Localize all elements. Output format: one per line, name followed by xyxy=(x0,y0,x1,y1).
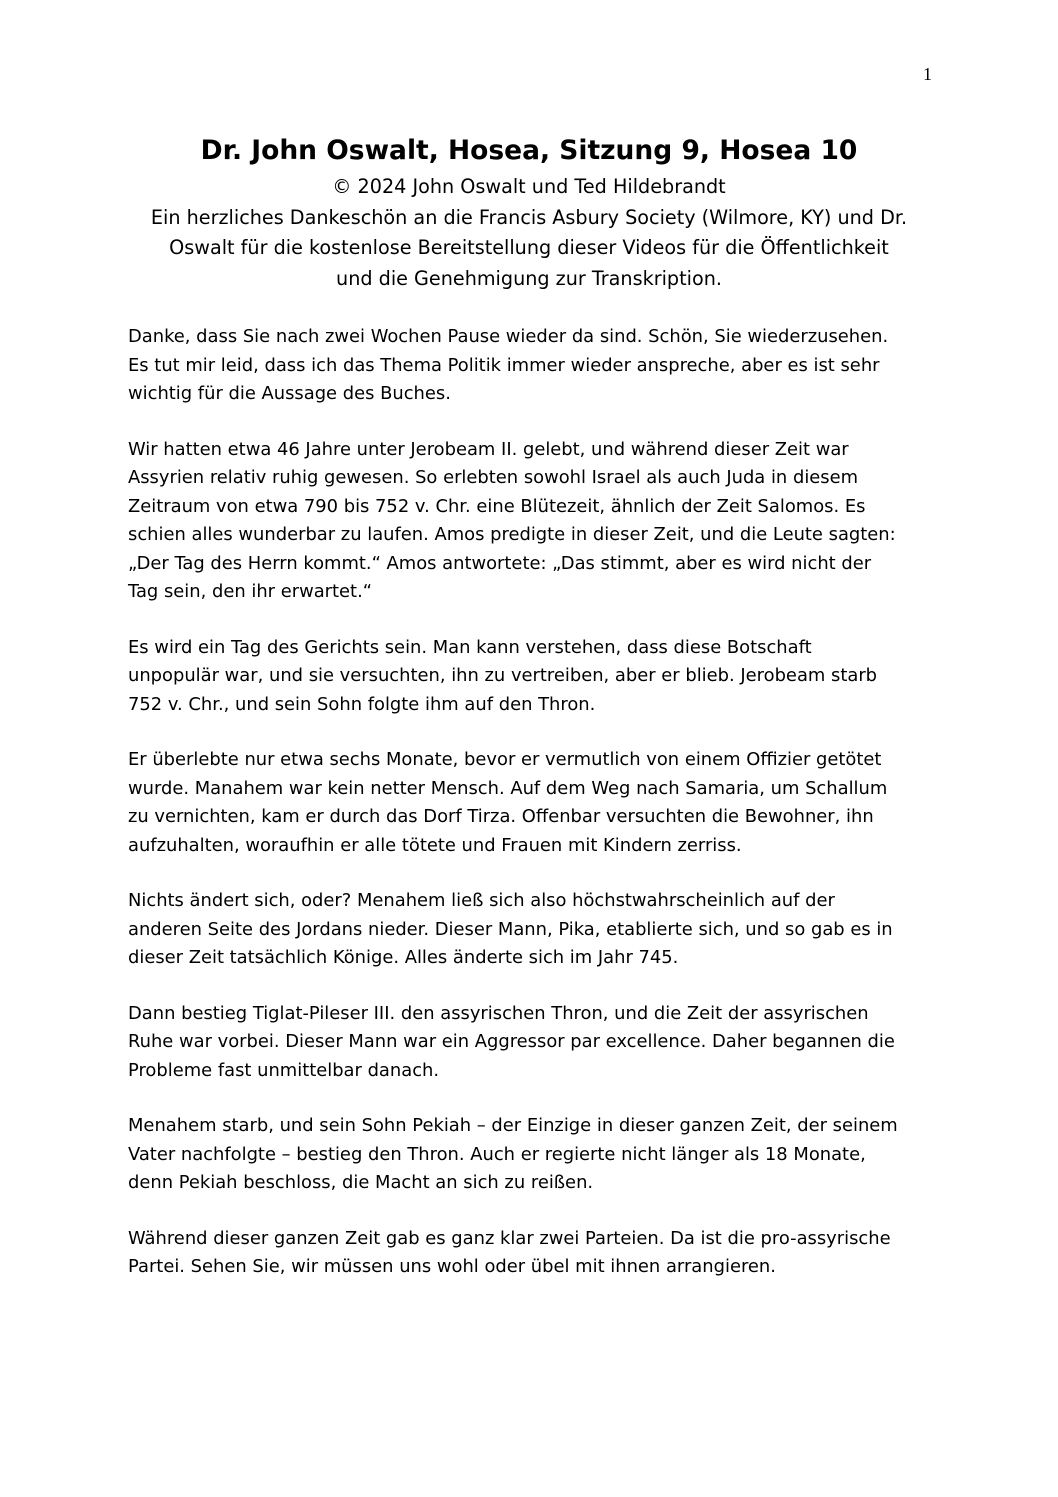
paragraph xyxy=(128,634,938,720)
paragraph xyxy=(128,1000,938,1086)
paragraph xyxy=(128,887,938,973)
text-line: Dann bestieg Tiglat-Pileser III. den assyrischen Thron, und die Zeit der assyrischen xyxy=(128,1002,869,1024)
paragraph xyxy=(128,1225,938,1282)
text-line: Ruhe war vorbei. Dieser Mann war ein Aggressor par excellence. Daher begannen die xyxy=(128,1031,895,1052)
text-line: wichtig für die Aussage des Buches. xyxy=(128,383,451,404)
text-line: aufzuhalten, woraufhin er alle tötete und Frauen mit Kindern zerriss. xyxy=(128,834,742,856)
text-line: Er überlebte nur etwa sechs Monate, bevor er vermutlich von einem Offizier getötet xyxy=(128,749,882,770)
text-line: anderen Seite des Jordans nieder. Dieser Mann, Pika, etablierte sich, und so gab es in xyxy=(128,918,893,940)
paragraph xyxy=(128,323,938,409)
text-line: Danke, dass Sie nach zwei Wochen Pause wieder da sind. Schön, Sie wiederzusehen. xyxy=(128,326,889,347)
text-line: Menahem starb, und sein Sohn Pekiah – der Einzige in dieser ganzen Zeit, der seinem xyxy=(128,1115,898,1136)
text-line: Probleme fast unmittelbar danach. xyxy=(128,1059,440,1081)
thanks-line: Oswalt für die kostenlose Bereitstellung dieser Videos für die Öffentlichkeit xyxy=(169,236,889,259)
text-line: Assyrien relativ ruhig gewesen. So erlebten sowohl Israel als auch Juda in diesem xyxy=(128,467,859,488)
document-title: Dr. John Oswalt, Hosea, Sitzung 9, Hosea 10 xyxy=(200,135,858,166)
text-line: Nichts ändert sich, oder? Menahem ließ sich also höchstwahrscheinlich auf der xyxy=(128,890,835,911)
text-line: wurde. Manahem war kein netter Mensch. Auf dem Weg nach Samaria, um Schallum xyxy=(128,777,888,799)
text-line: 752 v. Chr., und sein Sohn folgte ihm auf den Thron. xyxy=(128,693,596,715)
transcript-body xyxy=(128,323,938,1309)
thanks-line: Ein herzliches Dankeschön an die Francis Asbury Society (Wilmore, KY) und Dr. xyxy=(150,205,908,229)
text-line: Zeitraum von etwa 790 bis 752 v. Chr. eine Blütezeit, ähnlich der Zeit Salomos. Es xyxy=(128,495,866,517)
text-line: „Der Tag des Herrn kommt.“ Amos antwortete: „Das stimmt, aber es wird nicht der xyxy=(128,552,872,574)
text-line: Partei. Sehen Sie, wir müssen uns wohl oder übel mit ihnen arrangieren. xyxy=(128,1256,776,1277)
text-line: Während dieser ganzen Zeit gab es ganz klar zwei Parteien. Da ist die pro-assyrische xyxy=(128,1227,891,1249)
text-line: Tag sein, den ihr erwartet.“ xyxy=(128,581,373,602)
thanks-line: und die Genehmigung zur Transkription. xyxy=(336,266,722,290)
text-line: Es tut mir leid, dass ich das Thema Politik immer wieder anspreche, aber es ist sehr xyxy=(128,354,880,376)
text-line: Es wird ein Tag des Gerichts sein. Man kann verstehen, dass diese Botschaft xyxy=(128,636,812,658)
text-line: dieser Zeit tatsächlich Könige. Alles änderte sich im Jahr 745. xyxy=(128,947,679,968)
text-line: unpopulär war, und sie versuchten, ihn zu vertreiben, aber er blieb. Jerobeam starb xyxy=(128,665,878,686)
paragraph xyxy=(128,1112,938,1198)
text-line: denn Pekiah beschloss, die Macht an sich zu reißen. xyxy=(128,1172,594,1193)
text-line: zu vernichten, kam er durch das Dorf Tirza. Offenbar versuchten die Bewohner, ihn xyxy=(128,806,874,827)
text-line: Wir hatten etwa 46 Jahre unter Jerobeam II. gelebt, und während dieser Zeit war xyxy=(128,438,849,460)
text-line: schien alles wunderbar zu laufen. Amos predigte in dieser Zeit, und die Leute sagten: xyxy=(128,524,896,545)
paragraph xyxy=(128,436,938,607)
copyright-line: © 2024 John Oswalt und Ted Hildebrandt xyxy=(332,175,726,198)
text-line: Vater nachfolgte – bestieg den Thron. Auch er regierte nicht länger als 18 Monate, xyxy=(128,1143,866,1165)
page-number: 1 xyxy=(923,64,932,84)
paragraph xyxy=(128,746,938,860)
document-header xyxy=(100,134,958,294)
